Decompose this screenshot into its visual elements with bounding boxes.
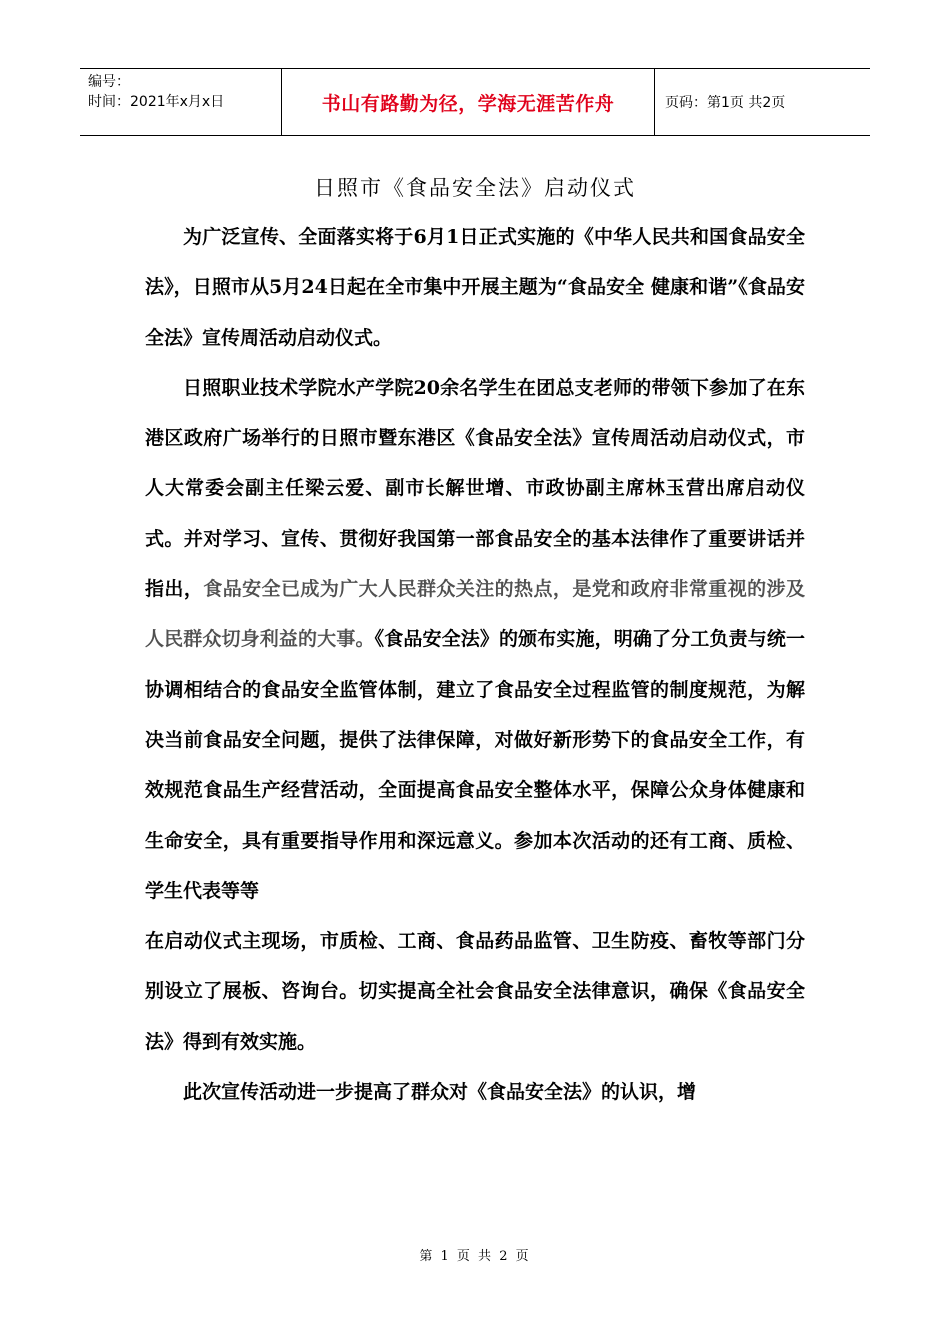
paragraph-2-part-3: 《食品安全法》的颁布实施，明确了分工负责与统一协调相结合的食品安全监管体制，建立了食品安全过程监管的制度规范，为解决当前食品安全问题，提供了法律保障，对做好新形势下的食品安全工作，有效规范食品生产经营活动，全面提高食品安全整体水平，保障公众身体健康和生命安全，具有重要指导作用和深远意义。参加本次活动的还有工商、质检、学生代表等等 bbox=[145, 628, 805, 902]
header-page-number: 页码：第1页 共2页 bbox=[665, 95, 786, 111]
document-title: 日照市《食品安全法》启动仪式 bbox=[314, 176, 636, 200]
document-date: 时间：2021年x月x日 bbox=[88, 94, 225, 110]
header-motto: 书山有路勤为径，学海无涯苦作舟 bbox=[281, 69, 655, 135]
paragraph-1: 为广泛宣传、全面落实将于6月1日正式实施的《中华人民共和国食品安全法》，日照市从5月24日起在全市集中开展主题为“食品安全 健康和谐”《食品安全法》宣传周活动启动仪式。 bbox=[145, 226, 805, 349]
page-footer: 第 1 页 共 2 页 bbox=[419, 1249, 531, 1264]
header-meta bbox=[80, 69, 281, 135]
paragraph-2-part-1: 日照职业技术学院水产学院20余名学生在团总支老师的带领下参加了在东港区政府广场举行的日照市暨东港区《食品安全法》宣传周活动启动仪式，市人大常委会副主任梁云爱、副市长解世增、市政协副主席林玉营出席启动仪式。并对学习、宣传、贯彻好我国第一部食品安全的基本法律作了重要讲话并指出， bbox=[145, 376, 805, 601]
paragraph-2-quote: 食品安全已成为广大人民群众关注的热点，是党和政府非常重视的涉及人民群众切身利益的大事。 bbox=[145, 578, 805, 651]
paragraph-2 bbox=[145, 363, 805, 916]
page-header bbox=[80, 68, 870, 136]
paragraph-3: 在启动仪式主现场，市质检、工商、食品药品监管、卫生防疫、畜牧等部门分别设立了展板、咨询台。切实提高全社会食品安全法律意识，确保《食品安全法》得到有效实施。 bbox=[145, 930, 805, 1053]
document-body bbox=[145, 212, 805, 1117]
paragraph-4: 此次宣传活动进一步提高了群众对《食品安全法》的认识，增 bbox=[183, 1081, 697, 1104]
document-number: 编号： bbox=[88, 74, 130, 90]
